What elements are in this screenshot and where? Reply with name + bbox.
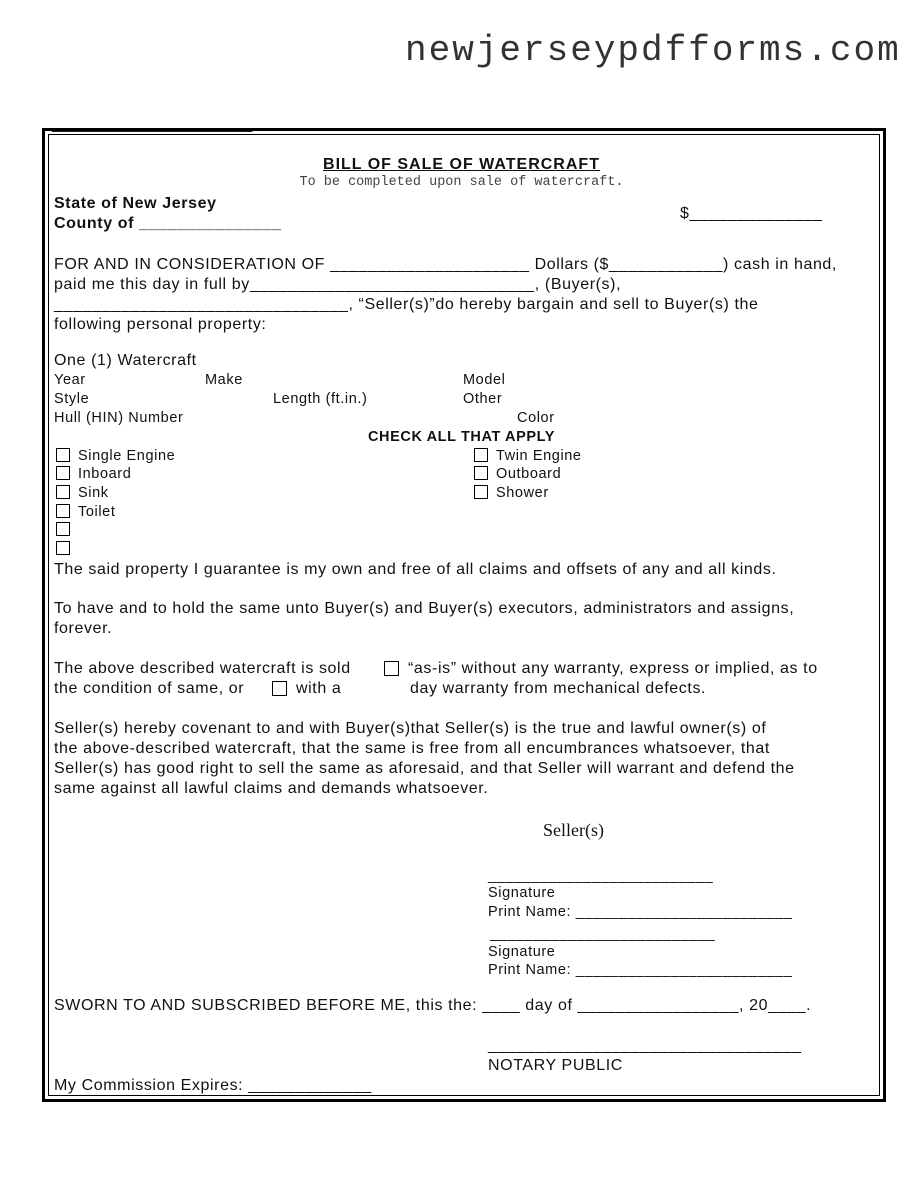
checkbox-sink[interactable]	[56, 485, 70, 499]
option-single-engine: Single Engine	[78, 448, 176, 464]
sold-text-1: The above described watercraft is sold	[54, 660, 351, 677]
model-field[interactable]: Model	[463, 372, 506, 388]
checkbox-twin-engine[interactable]	[474, 448, 488, 462]
sold-text-5: day warranty from mechanical defects.	[410, 680, 707, 697]
consideration-line-2[interactable]: paid me this day in full by______________________________, (Buyer(s),	[54, 276, 622, 293]
notary-signature-line[interactable]: _________________________________	[488, 1037, 802, 1054]
commission-expires-field[interactable]: My Commission Expires: _____________	[54, 1077, 372, 1094]
consideration-line-4: following personal property:	[54, 316, 267, 333]
color-field[interactable]: Color	[517, 410, 555, 426]
sold-text-3: the condition of same, or	[54, 680, 245, 697]
year-field[interactable]: Year	[54, 372, 86, 388]
sold-text-4: with a	[296, 680, 342, 697]
amount-field[interactable]: $______________	[680, 205, 823, 222]
option-outboard: Outboard	[496, 466, 562, 482]
checkbox-warranty[interactable]	[272, 681, 287, 696]
checkbox-single-engine[interactable]	[56, 448, 70, 462]
form-subtitle: To be completed upon sale of watercraft.	[299, 175, 624, 190]
style-field[interactable]: Style	[54, 391, 90, 407]
sold-text-2: “as-is” without any warranty, express or implied, as to	[408, 660, 818, 677]
covenant-line-2: the above-described watercraft, that the same is free from all encumbrances whatsoever, that	[54, 740, 770, 757]
checkbox-blank-2[interactable]	[56, 541, 70, 555]
checkbox-shower[interactable]	[474, 485, 488, 499]
signature-line-2[interactable]: __________________________	[490, 926, 716, 942]
option-twin-engine: Twin Engine	[496, 448, 582, 464]
covenant-line-4: same against all lawful claims and demands whatsoever.	[54, 780, 489, 797]
hull-number-field[interactable]: Hull (HIN) Number	[54, 410, 184, 426]
check-all-heading: CHECK ALL THAT APPLY	[367, 429, 556, 445]
top-blank-line: ________________________	[52, 116, 253, 133]
form-title: BILL OF SALE OF WATERCRAFT	[323, 156, 600, 173]
state-label: State of New Jersey	[54, 195, 217, 212]
option-toilet: Toilet	[78, 504, 116, 520]
sellers-label: Seller(s)	[543, 820, 604, 840]
county-field[interactable]: County of _______________	[54, 215, 282, 232]
option-shower: Shower	[496, 485, 549, 501]
signature-line-1[interactable]: __________________________	[488, 868, 714, 884]
checkbox-inboard[interactable]	[56, 466, 70, 480]
site-watermark: newjerseypdfforms.com	[405, 30, 901, 71]
make-field[interactable]: Make	[205, 372, 243, 388]
checkbox-blank-1[interactable]	[56, 522, 70, 536]
consideration-line-1[interactable]: FOR AND IN CONSIDERATION OF _____________________ Dollars ($____________) cash in hand,	[54, 256, 837, 273]
print-name-field-1[interactable]: Print Name: _________________________	[488, 904, 793, 920]
print-name-field-2[interactable]: Print Name: _________________________	[488, 962, 793, 978]
option-sink: Sink	[78, 485, 109, 501]
signature-label-1: Signature	[488, 885, 556, 901]
covenant-line-3: Seller(s) has good right to sell the same as aforesaid, and that Seller will warrant and defend the	[54, 760, 795, 777]
other-field[interactable]: Other	[463, 391, 503, 407]
checkbox-as-is[interactable]	[384, 661, 399, 676]
option-inboard: Inboard	[78, 466, 132, 482]
length-field[interactable]: Length (ft.in.)	[273, 391, 368, 407]
signature-label-2: Signature	[488, 944, 556, 960]
hold-text-line-1: To have and to hold the same unto Buyer(s) and Buyer(s) executors, administrators and assigns,	[54, 600, 795, 617]
sworn-statement[interactable]: SWORN TO AND SUBSCRIBED BEFORE ME, this the: ____ day of _________________, 20____.	[54, 997, 812, 1014]
checkbox-outboard[interactable]	[474, 466, 488, 480]
covenant-line-1: Seller(s) hereby covenant to and with Buyer(s)that Seller(s) is the true and lawful owner(s) of	[54, 720, 767, 737]
consideration-line-3[interactable]: _______________________________, “Seller(s)”do hereby bargain and sell to Buyer(s) the	[54, 296, 759, 313]
hold-text-line-2: forever.	[54, 620, 113, 637]
guarantee-text: The said property I guarantee is my own and free of all claims and offsets of any and all kinds.	[54, 561, 777, 578]
notary-label: NOTARY PUBLIC	[488, 1057, 623, 1074]
checkbox-toilet[interactable]	[56, 504, 70, 518]
vessel-heading: One (1) Watercraft	[54, 352, 197, 369]
